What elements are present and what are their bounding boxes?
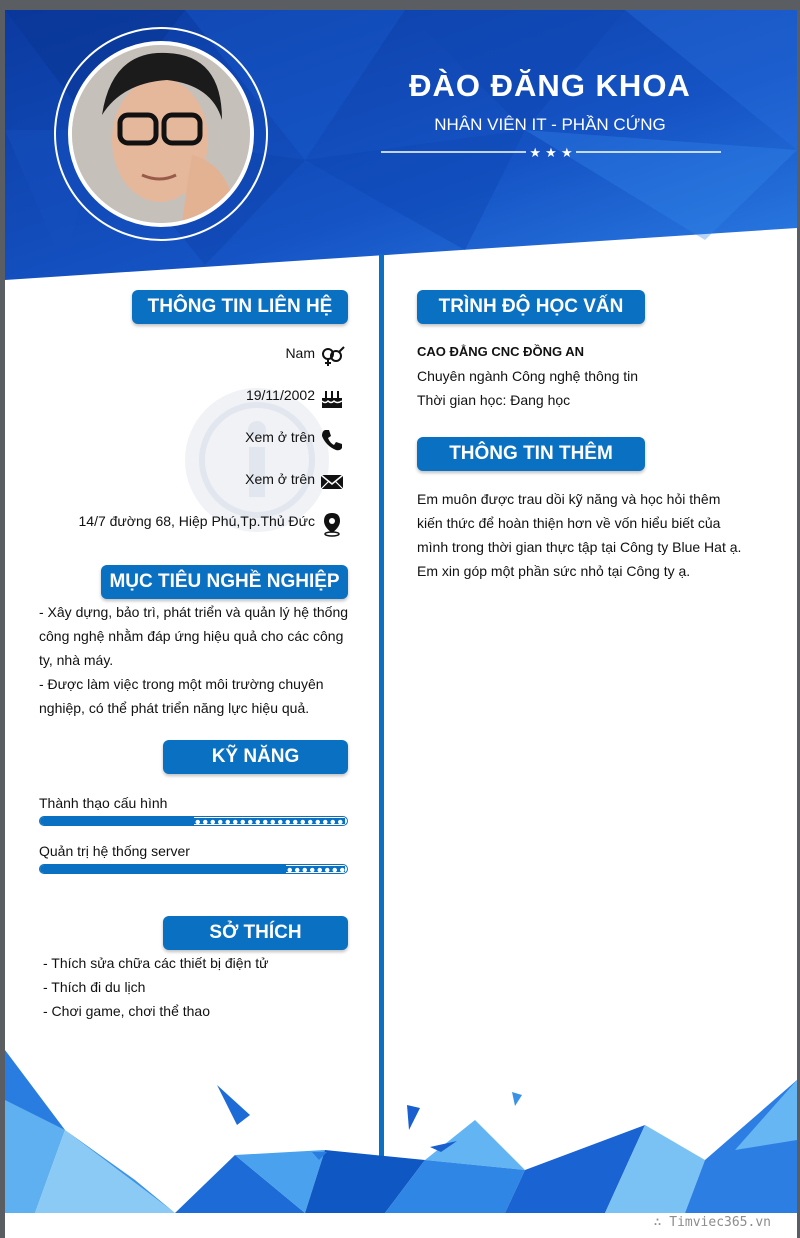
contact-heading: THÔNG TIN LIÊN HỆ <box>132 290 348 324</box>
phone-icon <box>319 427 345 453</box>
skill-fill <box>40 865 286 873</box>
footer-bar <box>5 1213 797 1238</box>
column-divider <box>379 254 384 1174</box>
study-time-text: Thời gian học: Đang học <box>417 392 571 408</box>
skill-fill <box>40 817 194 825</box>
skills-heading: KỸ NĂNG <box>163 740 348 774</box>
extra-info-text <box>417 487 744 583</box>
phone-text: Xem ở trên <box>245 429 315 445</box>
skill-dots <box>194 818 345 824</box>
skill-label: Thành thạo cấu hình <box>39 795 168 811</box>
extra-info-heading: THÔNG TIN THÊM <box>417 437 645 471</box>
hobby-item: - Chơi game, chơi thể thao <box>43 1003 210 1019</box>
avatar <box>68 41 254 227</box>
extra-line: mình trong thời gian thực tập tại Công ty Blue Hat ạ. <box>417 539 742 555</box>
gender-icon <box>319 342 345 368</box>
hobby-item: - Thích sửa chữa các thiết bị điện tử <box>43 955 269 971</box>
footer-polygon-art <box>5 1040 797 1213</box>
stars-divider-icon <box>381 144 721 160</box>
extra-line: Em xin góp một phần sức nhỏ tại Công ty ạ. <box>417 563 691 579</box>
objective-text <box>39 600 348 720</box>
birthday-text: 19/11/2002 <box>245 387 315 403</box>
objective-line: - Xây dựng, bảo trì, phát triển và quản lý hệ thống <box>39 604 349 620</box>
email-icon <box>319 469 345 495</box>
contact-list <box>5 340 315 540</box>
objective-heading: MỤC TIÊU NGHỀ NGHIỆP <box>101 565 348 599</box>
candidate-name: ĐÀO ĐĂNG KHOA <box>409 68 691 103</box>
skill-bar <box>39 864 348 874</box>
address-text: 14/7 đường 68, Hiệp Phú,Tp.Thủ Đức <box>78 513 315 529</box>
extra-line: Em muôn được trau dồi kỹ năng và học hỏi thêm <box>417 491 721 507</box>
major-text: Chuyên ngành Công nghệ thông tin <box>417 368 639 384</box>
site-watermark: ∴ Timviec365.vn <box>653 1215 771 1230</box>
email-text: Xem ở trên <box>245 471 315 487</box>
gender-text: Nam <box>285 345 315 361</box>
svg-text:★ ★ ★: ★ ★ ★ <box>529 146 573 160</box>
objective-line: ty, nhà máy. <box>39 652 114 668</box>
objective-line: công nghệ nhằm đáp ứng hiệu quả cho các công <box>39 628 344 644</box>
skill-bar <box>39 816 348 826</box>
objective-line: - Được làm việc trong một môi trường chuyên <box>39 676 324 692</box>
hobby-item: - Thích đi du lịch <box>43 979 146 995</box>
school-name: CAO ĐẲNG CNC ĐỒNG AN <box>417 344 585 359</box>
job-title: NHÂN VIÊN IT - PHẦN CỨNG <box>434 115 666 134</box>
hobbies-heading: SỞ THÍCH <box>163 916 348 950</box>
education-heading: TRÌNH ĐỘ HỌC VẤN <box>417 290 645 324</box>
cv-page <box>5 10 797 1213</box>
skill-label: Quản trị hệ thống server <box>39 843 190 859</box>
location-pin-icon <box>319 511 345 537</box>
objective-line: nghiệp, có thể phát triển năng lực hiệu quả. <box>39 700 310 716</box>
skill-dots <box>286 866 345 872</box>
extra-line: kiến thức để hoàn thiện hơn về vốn hiểu biết của <box>417 515 721 531</box>
birthday-cake-icon <box>319 385 345 411</box>
education-details <box>417 340 757 412</box>
hobbies-list <box>43 951 343 1023</box>
